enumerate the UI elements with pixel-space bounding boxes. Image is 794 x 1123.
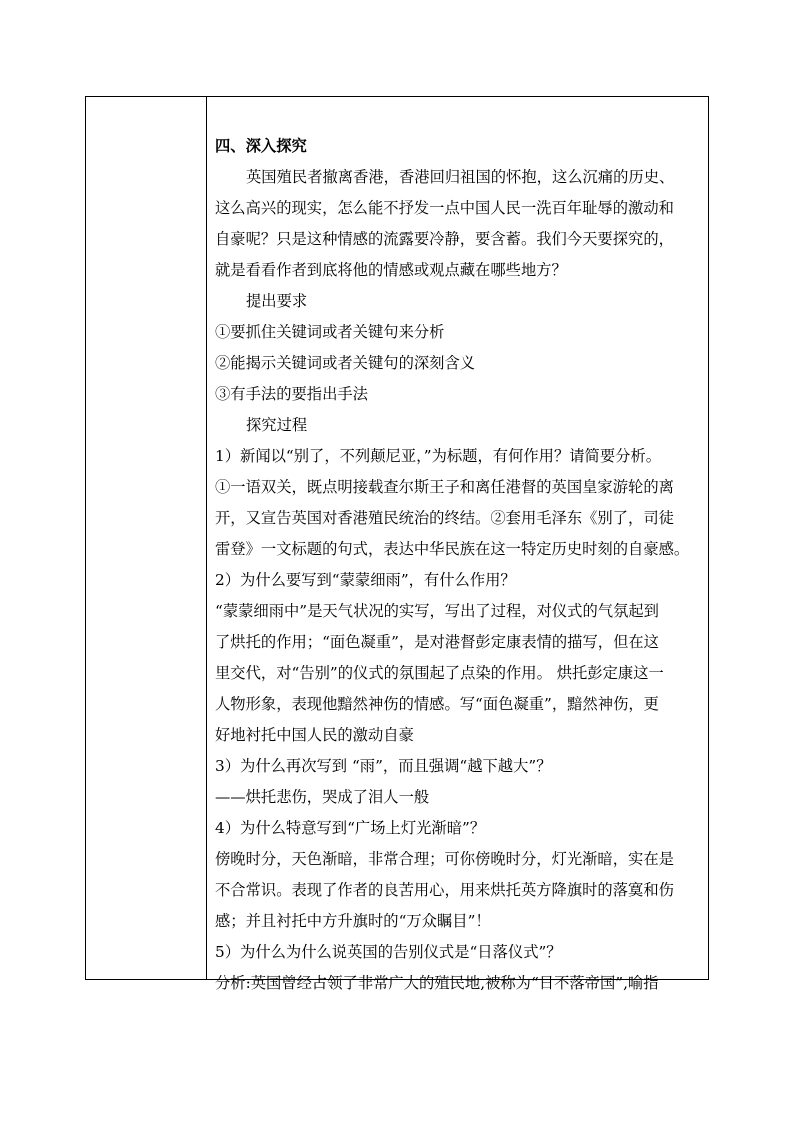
lesson-table [85,96,709,992]
intro-line: 就是看看作者到底将他的情感或观点藏在哪些地方？ [215,261,567,279]
question-line: 5）为什么为什么说英国的告别仪式是“日落仪式”？ [215,943,562,961]
answer-line: 感；并且衬托中方升旗时的“万众瞩目”！ [215,912,491,930]
answer-line: 好地衬托中国人民的激动自豪 [215,726,414,744]
question-line: 2）为什么要写到“蒙蒙细雨”，有什么作用？ [215,571,516,589]
answer-line: ①一语双关，既点明接载查尔斯王子和离任港督的英国皇家游轮的离 [215,478,674,496]
requirements-title: 提出要求 [246,292,308,310]
requirement-item: ③有手法的要指出手法 [215,385,368,403]
intro-line: 自豪呢？只是这种情感的流露要冷静，要含蓄。我们今天要探究的， [215,230,674,248]
question-line: 1）新闻以“别了，不列颠尼亚，”为标题，有何作用？请简要分析。 [215,447,662,465]
lesson-content [215,131,702,999]
answer-line: “蒙蒙细雨中”是天气状况的实写，写出了过程，对仪式的气氛起到 [215,602,659,620]
intro-line: 英国殖民者撤离香港，香港回归祖国的怀抱，这么沉痛的历史、 [246,168,675,186]
answer-line: ——烘托悲伤，哭成了泪人一般 [215,788,430,806]
answer-line: 不合常识。表现了作者的良苦用心，用来烘托英方降旗时的落寞和伤 [215,881,674,899]
section-heading: 四、深入探究 [215,137,307,155]
answer-line: 人物形象，表现他黯然神伤的情感。写“面色凝重”，黯然神伤，更 [215,695,659,713]
answer-line: 傍晚时分，天色渐暗，非常合理；可你傍晚时分，灯光渐暗，实在是 [215,850,674,868]
requirement-item: ①要抓住关键词或者关键句来分析 [215,323,445,341]
question-line: 3）为什么再次写到 “雨”，而且强调“越下越大”？ [215,757,552,775]
intro-line: 这么高兴的现实，怎么能不抒发一点中国人民一洗百年耻辱的激动和 [215,199,674,217]
answer-line: 分析:英国曾经占领了非常广大的殖民地,被称为“日不落帝国”,喻指 [215,974,659,992]
answer-line: 雷登》一文标题的句式，表达中华民族在这一特定历史时刻的自豪感。 [215,540,690,558]
table-left-cell [86,97,207,979]
question-line: 4）为什么特意写到“广场上灯光渐暗”？ [215,819,486,837]
process-title: 探究过程 [246,416,308,434]
answer-line: 了烘托的作用；“面色凝重”，是对港督彭定康表情的描写，但在这 [215,633,659,651]
requirement-item: ②能揭示关键词或者关键句的深刻含义 [215,354,476,372]
table-right-cell [207,97,708,992]
answer-line: 开，又宣告英国对香港殖民统治的终结。②套用毛泽东《别了，司徒 [215,509,674,527]
answer-line: 里交代，对“告别”的仪式的氛围起了点染的作用。 烘托彭定康这一 [215,664,664,682]
